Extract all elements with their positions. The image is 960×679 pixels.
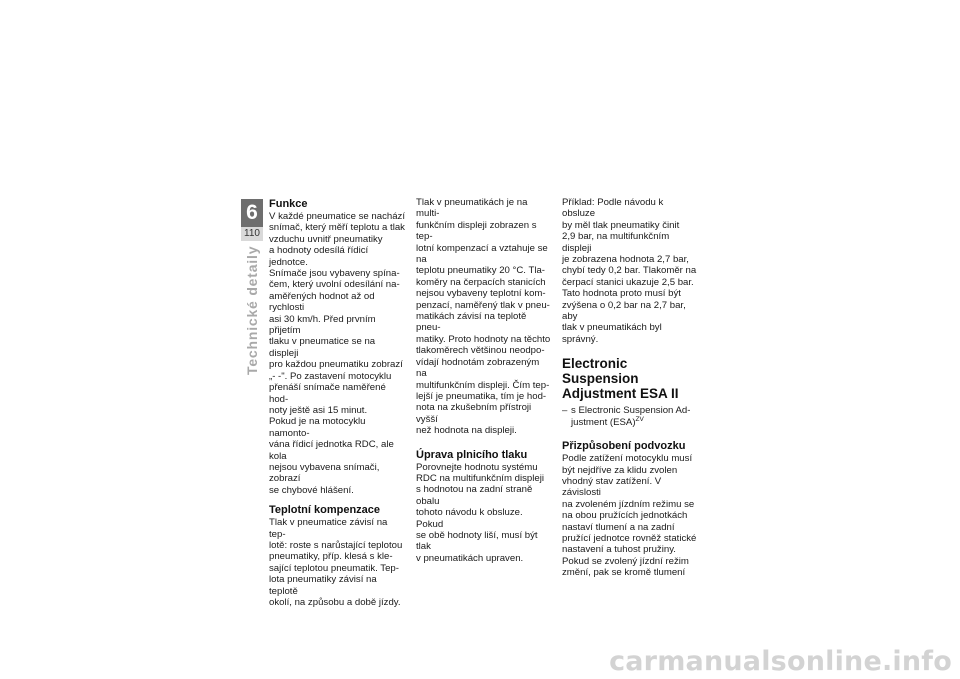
heading-teplotni-kompenzace: Teplotní kompenzace xyxy=(269,504,381,517)
chapter-title-vertical: Technické detaily xyxy=(244,245,260,375)
option-superscript: ZV xyxy=(635,415,644,423)
text-column-1 xyxy=(269,197,405,608)
equipment-note-text: s Electronic Suspension Ad- justment (ESA) xyxy=(571,405,691,428)
paragraph-tlak-intro: Tlak v pneumatikách je na multi- funkčním displeji zobrazen s tep- lotní kompenzací a vztahuje se na teplotu pneumatiky 20 °C. Tla- koměry na čerpacích stanicích nejsou vybaveny teplotní kom- penzací, naměřený tlak v pneu- matikách závisí na teplotě pneu- matiky. Proto hodnoty na těchto tlakoměrech většinou neodpo- vídají hodnotám zobrazeným na multifunkčním displeji. Čím tep- lejší je pneumatika, tím je hod- nota na zkušebním přístroji vyšší než hodnota na displeji. xyxy=(416,197,551,437)
heading-uprava-plniciho-tlaku: Úprava plnicího tlaku xyxy=(416,448,528,461)
paragraph-priklad: Příklad: Podle návodu k obsluze by měl tlak pneumatiky činit 2,9 bar, na multifunkčním displeji je zobrazena hodnota 2,7 bar, chybí tedy 0,2 bar. Tlakoměr na čerpací stanici ukazuje 2,5 bar. Tato hodnota proto musí být zvýšena o 0,2 bar na 2,7 bar, aby tlak v pneumatikách byl správný. xyxy=(562,197,697,345)
equipment-note xyxy=(562,405,698,428)
paragraph-funkce: V každé pneumatice se nachází snímač, který měří teplotu a tlak vzduchu uvnitř pneumatiky a hodnoty odesílá řídicí jednotce. Snímače jsou vybaveny spína- čem, který uvolní odesílání na- aměřených hodnot až od rychlosti asi 30 km/h. Před prvním přijetím tlaku v pneumatice se na displeji pro každou pneumatiku zobrazí „- -". Po zastavení motocyklu přenáší snímače naměřené hod- noty ještě asi 15 minut. Pokud je na motocyklu namonto- vána řídicí jednotka RDC, ale kola nejsou vybavena snímači, zobrazí se chybové hlášení. xyxy=(269,211,405,496)
paragraph-uprava: Porovnejte hodnotu systému RDC na multifunkčním displeji s hodnotou na zadní straně obalu tohoto návodu k obsluze. Pokud se obě hodnoty liší, musí být tlak v pneumatikách upraven. xyxy=(416,461,544,564)
chapter-number-tab: 6 xyxy=(241,199,263,227)
text-column-2 xyxy=(416,197,552,564)
text-column-3 xyxy=(562,197,698,579)
dash-bullet: – xyxy=(562,405,568,417)
watermark-text: carmanualsonline.info xyxy=(609,646,952,677)
heading-funkce: Funkce xyxy=(269,198,308,210)
page-number: 110 xyxy=(241,227,263,241)
paragraph-prizpusobeni: Podle zatížení motocyklu musí být nejdříve za klidu zvolen vhodný stav zatížení. V závislosti na zvoleném jízdním režimu se na obou pružících jednotkách nastaví tlumení a na zadní pružící jednotce rovněž statické nastavení a tuhost pružiny. Pokud se zvolený jízdní režim změní, pak se kromě tlumení xyxy=(562,453,697,579)
heading-esa: Electronic Suspension Adjustment ESA II xyxy=(562,356,679,402)
heading-prizpusobeni-podvozku: Přizpůsobení podvozku xyxy=(562,440,686,453)
paragraph-teplotni-kompenzace: Tlak v pneumatice závisí na tep- lotě: roste s narůstající teplotou pneumatiky, příp. klesá s kle- sající teplotou pneumatik. Tep- lota pneumatiky závisí na teplotě okolí, na způsobu a době jízdy. xyxy=(269,517,403,608)
